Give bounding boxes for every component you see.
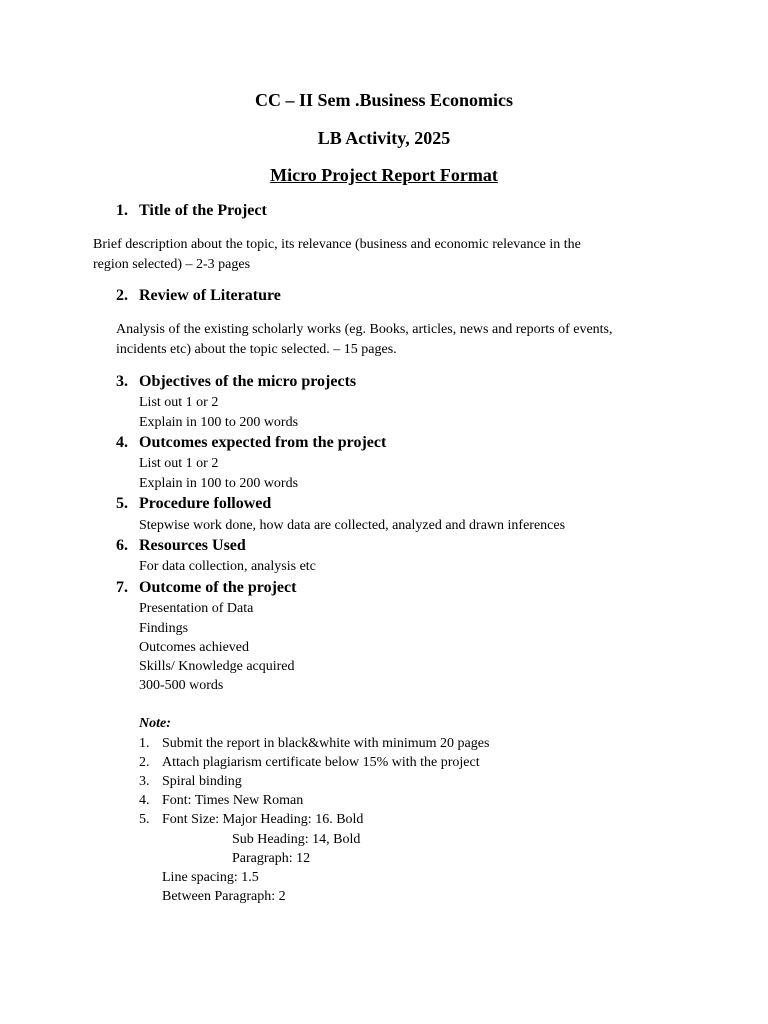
- note-item: [139, 734, 489, 753]
- section-number: 3.: [116, 373, 128, 390]
- note-number: 2.: [139, 755, 150, 770]
- paragraph-line: Analysis of the existing scholarly works (eg. Books, articles, news and reports of events,: [116, 322, 613, 337]
- section-title: Review of Literature: [139, 287, 281, 304]
- section-heading: [116, 372, 356, 392]
- note-item: [139, 772, 242, 791]
- note-text: Attach plagiarism certificate below 15% with the project: [162, 755, 480, 770]
- note-item: [139, 791, 303, 810]
- section-number: 2.: [116, 287, 128, 304]
- paragraph-line: Brief description about the topic, its relevance (business and economic relevance in the: [93, 237, 581, 252]
- section-title: Outcomes expected from the project: [139, 434, 387, 451]
- list-line: Findings: [139, 621, 189, 636]
- list-line: Skills/ Knowledge acquired: [139, 659, 295, 674]
- section-number: 1.: [116, 202, 128, 219]
- list-line: Explain in 100 to 200 words: [139, 415, 299, 430]
- list-line: Stepwise work done, how data are collected, analyzed and drawn inferences: [139, 518, 566, 533]
- list-line: Outcomes achieved: [139, 640, 250, 655]
- paragraph-line: region selected) – 2-3 pages: [93, 257, 251, 272]
- note-item: [139, 753, 480, 772]
- note-item: [139, 810, 363, 829]
- note-text: Font Size: Major Heading: 16. Bold: [162, 812, 364, 827]
- paragraph-line: incidents etc) about the topic selected. – 15 pages.: [116, 342, 397, 357]
- list-line: Explain in 100 to 200 words: [139, 476, 299, 491]
- note-number: 1.: [139, 736, 150, 751]
- section-number: 6.: [116, 537, 128, 554]
- note-text: Spiral binding: [162, 774, 242, 789]
- list-line: 300-500 words: [139, 678, 224, 693]
- section-title: Outcome of the project: [139, 579, 297, 596]
- section-heading: [116, 578, 296, 598]
- format-title: Micro Project Report Format: [270, 165, 498, 185]
- note-heading: Note:: [139, 716, 171, 731]
- activity-title: LB Activity, 2025: [317, 128, 451, 148]
- section-title: Procedure followed: [139, 495, 272, 512]
- note-number: 3.: [139, 774, 150, 789]
- section-heading: [116, 536, 246, 556]
- list-line: Presentation of Data: [139, 601, 254, 616]
- section-title: Resources Used: [139, 537, 246, 554]
- note-number: 4.: [139, 793, 150, 808]
- note-text: Submit the report in black&white with minimum 20 pages: [162, 736, 490, 751]
- section-heading: [116, 201, 267, 221]
- note-sub-line: Sub Heading: 14, Bold: [232, 832, 361, 847]
- note-number: 5.: [139, 812, 150, 827]
- note-sub-line: Line spacing: 1.5: [162, 870, 259, 885]
- section-title: Objectives of the micro projects: [139, 373, 357, 390]
- section-title: Title of the Project: [139, 202, 267, 219]
- section-number: 5.: [116, 495, 128, 512]
- list-line: List out 1 or 2: [139, 395, 219, 410]
- section-heading: [116, 433, 386, 453]
- section-number: 7.: [116, 579, 128, 596]
- list-line: For data collection, analysis etc: [139, 559, 316, 574]
- course-title: CC – II Sem .Business Economics: [254, 90, 514, 110]
- note-sub-line: Paragraph: 12: [232, 851, 311, 866]
- note-sub-line: Between Paragraph: 2: [162, 889, 286, 904]
- list-line: List out 1 or 2: [139, 456, 219, 471]
- section-heading: [116, 286, 281, 306]
- section-number: 4.: [116, 434, 128, 451]
- note-text: Font: Times New Roman: [162, 793, 304, 808]
- section-heading: [116, 494, 271, 514]
